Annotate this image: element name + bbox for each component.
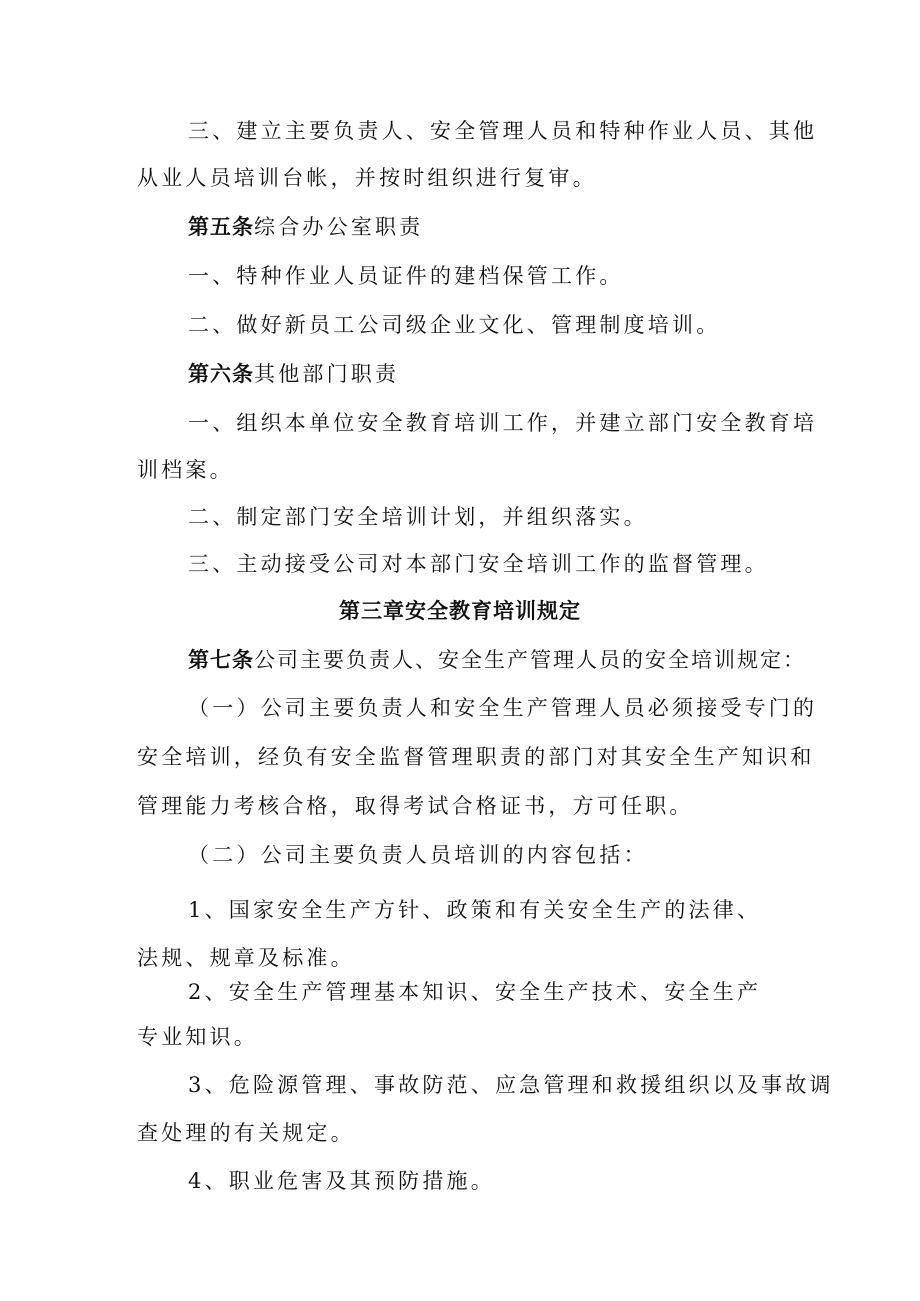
article-5-label: 第五条 (188, 215, 254, 239)
article-7 (0, 645, 920, 675)
list-item-continued: 专业知识。 (137, 1025, 258, 1049)
paragraph-line: 从业人员培训台帐，并按时组织进行复审。 (137, 166, 597, 190)
list-item: 4、职业危害及其预防措施。 (188, 1169, 495, 1193)
chapter-heading: 第三章安全教育培训规定 (339, 599, 581, 623)
article-6 (0, 359, 920, 389)
paragraph-line: 三、主动接受公司对本部门安全培训工作的监督管理。 (188, 552, 769, 576)
list-item: 3、危险源管理、事故防范、应急管理和救援组织以及事故调 (188, 1073, 834, 1097)
article-7-label: 第七条 (188, 648, 254, 672)
article-5 (0, 212, 920, 242)
article-5-text: 综合办公室职责 (254, 215, 424, 239)
paragraph-line: 安全培训，经负有安全监督管理职责的部门对其安全生产知识和 (137, 745, 815, 769)
list-item-continued: 查处理的有关规定。 (137, 1121, 355, 1145)
paragraph-line: 二、做好新员工公司级企业文化、管理制度培训。 (188, 313, 721, 337)
paragraph-line: 管理能力考核合格，取得考试合格证书，方可任职。 (137, 794, 694, 818)
paragraph-line: 一、组织本单位安全教育培训工作，并建立部门安全教育培 (188, 411, 818, 435)
paragraph-line: （一）公司主要负责人和安全生产管理人员必须接受专门的 (188, 696, 818, 720)
paragraph-line: 训档案。 (137, 458, 234, 482)
list-item: 1、国家安全生产方针、政策和有关安全生产的法律、 (188, 898, 762, 922)
list-item: 2、安全生产管理基本知识、安全生产技术、安全生产 (188, 980, 762, 1004)
paragraph-line: 二、制定部门安全培训计划，并组织落实。 (188, 505, 648, 529)
paragraph-line: （二）公司主要负责人员培训的内容包括： (188, 843, 648, 867)
article-6-text: 其他部门职责 (254, 362, 400, 386)
paragraph-line: 三、建立主要负责人、安全管理人员和特种作业人员、其他 (188, 119, 818, 143)
paragraph-line: 一、特种作业人员证件的建档保管工作。 (188, 264, 624, 288)
list-item-continued: 法规、规章及标准。 (137, 946, 355, 970)
article-6-label: 第六条 (188, 362, 254, 386)
article-7-text: 公司主要负责人、安全生产管理人员的安全培训规定： (254, 648, 806, 672)
